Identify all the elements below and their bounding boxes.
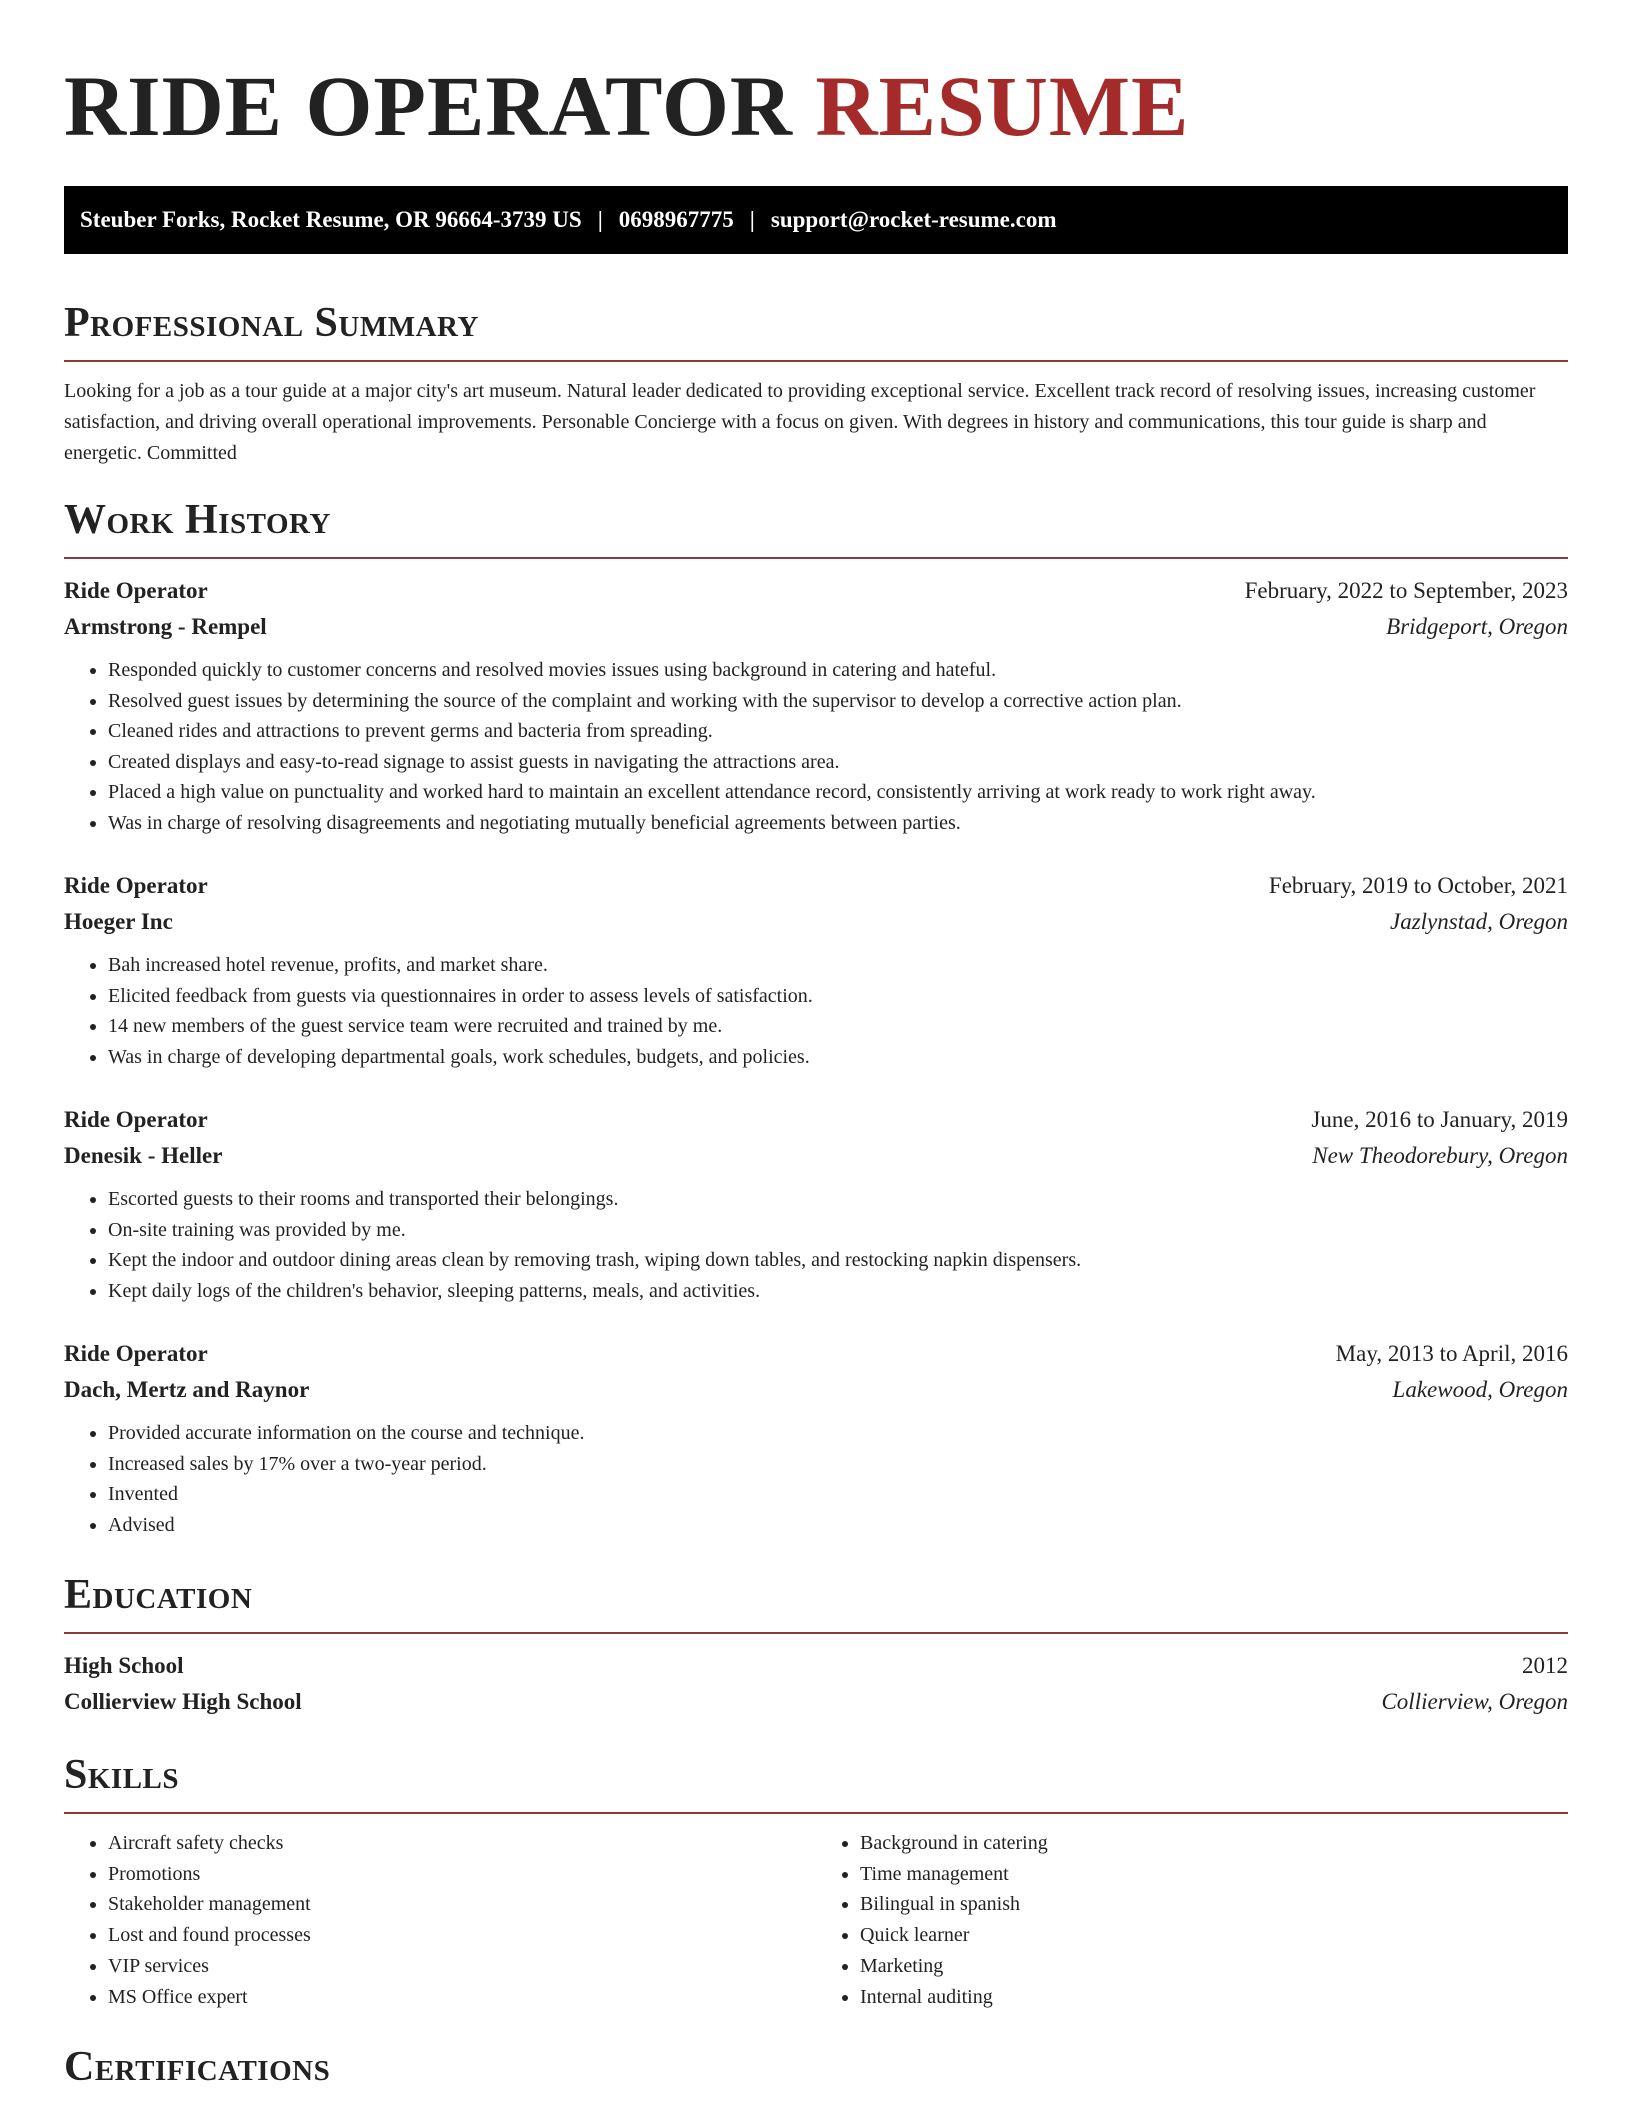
certifications-heading: Certifications [64, 2044, 331, 2091]
job-dates: February, 2022 to September, 2023 [1244, 578, 1568, 603]
job-entry [64, 573, 1568, 838]
resume-page [64, 0, 1568, 2092]
section-divider [64, 1632, 1568, 1634]
job-bullet: • 14 new members of the guest service team were recruited and trained by me. [108, 1011, 1568, 1042]
skill-item: • VIP services [108, 1951, 816, 1982]
title-main: RIDE OPERATOR [64, 58, 793, 154]
job-title: Ride Operator [64, 1107, 208, 1132]
job-header-row [64, 868, 1568, 904]
resume-title [64, 56, 1568, 156]
job-bullet: • Kept the indoor and outdoor dining areas clean by removing trash, wiping down tables, and restocking napkin dispensers. [108, 1245, 1568, 1276]
skill-item: • Time management [860, 1859, 1568, 1890]
education-section [64, 1570, 1568, 1720]
job-bullet: • Responded quickly to customer concerns and resolved movies issues using background in catering and hateful. [108, 655, 1568, 686]
job-header-row [64, 1102, 1568, 1138]
job-dates: May, 2013 to April, 2016 [1335, 1341, 1568, 1366]
job-company: Denesik - Heller [64, 1143, 223, 1168]
skill-item: • Aircraft safety checks [108, 1828, 816, 1859]
job-dates: June, 2016 to January, 2019 [1311, 1107, 1568, 1132]
education-location: Collierview, Oregon [1381, 1689, 1568, 1714]
job-bullet: • Kept daily logs of the children's behavior, sleeping patterns, meals, and activities. [108, 1276, 1568, 1307]
skills-grid [64, 1828, 1568, 2012]
job-bullet-list [64, 1184, 1568, 1306]
job-title: Ride Operator [64, 578, 208, 603]
work-history-heading: Work History [64, 497, 331, 543]
job-bullet: • Increased sales by 17% over a two-year period. [108, 1449, 1568, 1480]
job-company-row [64, 1138, 1568, 1174]
job-entry [64, 868, 1568, 1072]
education-school: Collierview High School [64, 1689, 302, 1714]
contact-phone: 0698967775 [618, 207, 734, 232]
job-location: Jazlynstad, Oregon [1389, 909, 1568, 934]
job-company: Armstrong - Rempel [64, 614, 267, 639]
skills-column-right [816, 1828, 1568, 2012]
skill-item: • Promotions [108, 1859, 816, 1890]
job-bullet: • Was in charge of resolving disagreements and negotiating mutually beneficial agreements between parties. [108, 808, 1568, 839]
skill-item: • Background in catering [860, 1828, 1568, 1859]
job-bullet: • Advised [108, 1510, 1568, 1541]
job-bullet: • Placed a high value on punctuality and worked hard to maintain an excellent attendance record, consistently arriving at work ready to work right away. [108, 777, 1568, 808]
title-accent: RESUME [815, 58, 1190, 154]
job-bullet: • Invented [108, 1479, 1568, 1510]
section-divider [64, 360, 1568, 362]
education-heading: Education [64, 1572, 253, 1618]
job-bullet: • Elicited feedback from guests via questionnaires in order to assess levels of satisfaction. [108, 981, 1568, 1012]
certifications-section [64, 2042, 1568, 2092]
job-bullet: • Resolved guest issues by determining the source of the complaint and working with the supervisor to develop a corrective action plan. [108, 686, 1568, 717]
contact-separator: | [597, 207, 603, 232]
skill-item: • Lost and found processes [108, 1920, 816, 1951]
contact-separator: | [749, 207, 755, 232]
skills-column-left [64, 1828, 816, 2012]
job-entry [64, 1336, 1568, 1540]
job-location: Lakewood, Oregon [1392, 1377, 1568, 1402]
job-company-row [64, 609, 1568, 645]
skill-item: • MS Office expert [108, 1982, 816, 2013]
job-bullet: • Escorted guests to their rooms and transported their belongings. [108, 1184, 1568, 1215]
job-title: Ride Operator [64, 873, 208, 898]
skill-item: • Quick learner [860, 1920, 1568, 1951]
education-row-2 [64, 1684, 1568, 1720]
job-bullet: • Provided accurate information on the course and technique. [108, 1418, 1568, 1449]
job-header-row [64, 573, 1568, 609]
skill-item: • Marketing [860, 1951, 1568, 1982]
section-divider [64, 557, 1568, 559]
job-location: New Theodorebury, Oregon [1312, 1143, 1568, 1168]
skill-item: • Stakeholder management [108, 1889, 816, 1920]
contact-email: support@rocket-resume.com [770, 207, 1057, 232]
job-list [64, 573, 1568, 1540]
education-year: 2012 [1522, 1653, 1568, 1678]
job-bullet: • Created displays and easy-to-read signage to assist guests in navigating the attractions area. [108, 747, 1568, 778]
job-title: Ride Operator [64, 1341, 208, 1366]
job-company: Hoeger Inc [64, 909, 173, 934]
job-bullet-list [64, 950, 1568, 1072]
summary-text: Looking for a job as a tour guide at a major city's art museum. Natural leader dedicated to providing exceptional service. Excellent track record of resolving issues, increasing customer satisfaction, and driving overall operational improvements. Personable Concierge with a focus on given. With degrees in history and communications, this tour guide is sharp and energetic. Committed [64, 380, 1536, 464]
job-bullet: • Was in charge of developing departmental goals, work schedules, budgets, and policies. [108, 1042, 1568, 1073]
contact-bar [64, 186, 1568, 254]
section-divider [64, 1812, 1568, 1814]
job-dates: February, 2019 to October, 2021 [1268, 873, 1568, 898]
job-bullet: • Cleaned rides and attractions to prevent germs and bacteria from spreading. [108, 716, 1568, 747]
job-company-row [64, 904, 1568, 940]
job-bullet: • On-site training was provided by me. [108, 1215, 1568, 1246]
job-entry [64, 1102, 1568, 1306]
summary-section [64, 298, 1568, 469]
job-company-row [64, 1372, 1568, 1408]
education-degree: High School [64, 1653, 184, 1678]
contact-address: Steuber Forks, Rocket Resume, OR 96664-3739 US [80, 207, 582, 232]
job-bullet: • Bah increased hotel revenue, profits, and market share. [108, 950, 1568, 981]
skills-section [64, 1750, 1568, 2012]
skill-item: • Bilingual in spanish [860, 1889, 1568, 1920]
job-bullet-list [64, 655, 1568, 838]
skills-heading: Skills [64, 1752, 180, 1798]
job-bullet-list [64, 1418, 1568, 1540]
job-company: Dach, Mertz and Raynor [64, 1377, 310, 1402]
skill-item: • Internal auditing [860, 1982, 1568, 2013]
job-header-row [64, 1336, 1568, 1372]
work-history-section [64, 495, 1568, 1540]
job-location: Bridgeport, Oregon [1386, 614, 1568, 639]
education-row-1 [64, 1648, 1568, 1684]
summary-heading: Professional Summary [64, 300, 479, 346]
